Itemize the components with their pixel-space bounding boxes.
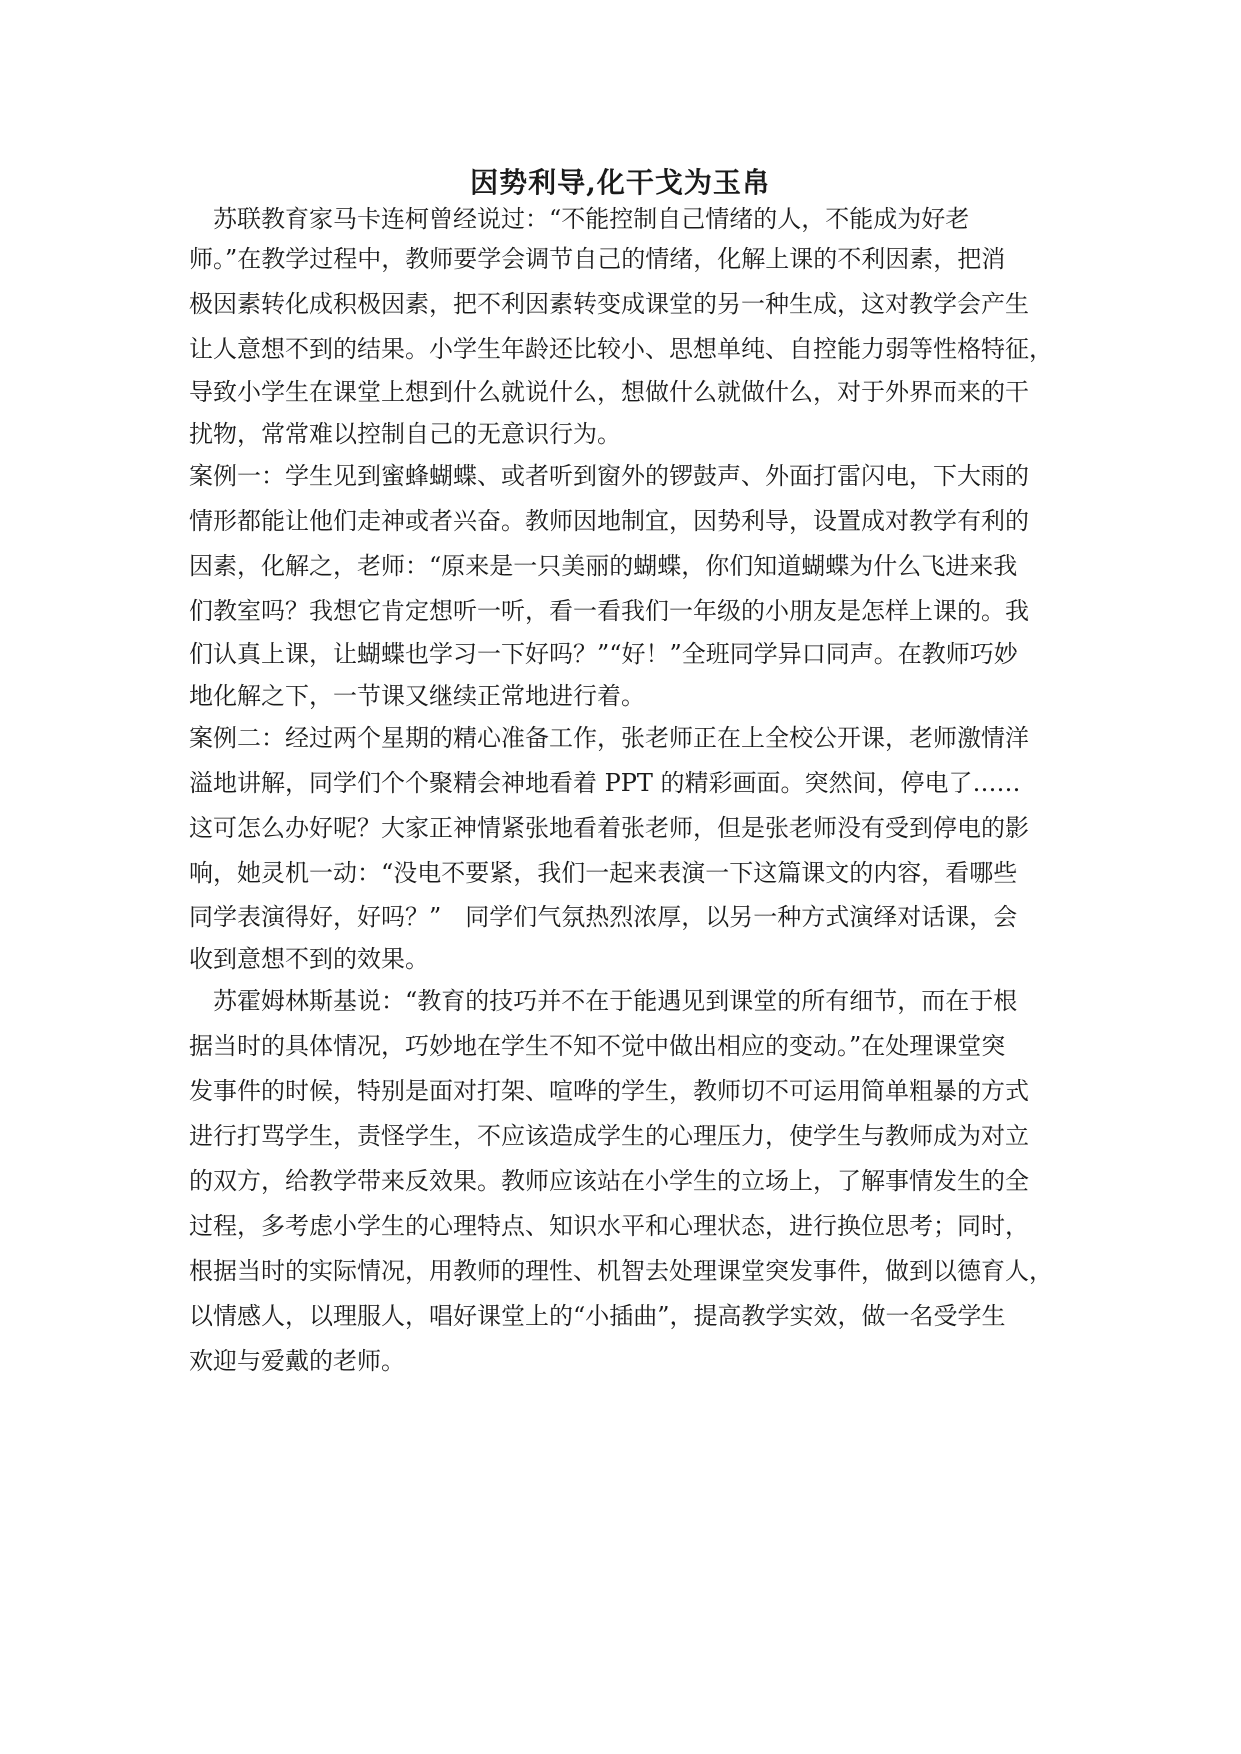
body-line-4: 让人意想不到的结果。小学生年龄还比较小、思想单纯、自控能力弱等性格特征，: [189, 335, 1053, 363]
body-line-19: 苏霍姆林斯基说：“教育的技巧并不在于能遇见到课堂的所有细节，而在于根: [189, 987, 1018, 1015]
body-line-25: 根据当时的实际情况，用教师的理性、机智去处理课堂突发事件，做到以德育人，: [189, 1257, 1053, 1285]
body-line-18: 收到意想不到的效果。: [189, 945, 429, 973]
body-line-6: 扰物，常常难以控制自己的无意识行为。: [189, 420, 621, 448]
body-line-1: 苏联教育家马卡连柯曾经说过：“不能控制自己情绪的人，不能成为好老: [189, 205, 970, 233]
body-line-8: 情形都能让他们走神或者兴奋。教师因地制宜，因势利导，设置成对教学有利的: [189, 507, 1029, 535]
document-title: 因势利导,化干戈为玉帛: [470, 166, 771, 199]
body-line-27: 欢迎与爱戴的老师。: [189, 1347, 405, 1375]
body-line-10: 们教室吗？我想它肯定想听一听，看一看我们一年级的小朋友是怎样上课的。我: [189, 597, 1029, 625]
body-line-22: 进行打骂学生，责怪学生，不应该造成学生的心理压力，使学生与教师成为对立: [189, 1122, 1029, 1150]
body-line-12: 地化解之下，一节课又继续正常地进行着。: [189, 682, 645, 710]
body-line-16: 响，她灵机一动：“没电不要紧，我们一起来表演一下这篇课文的内容，看哪些: [189, 859, 1018, 887]
body-line-5: 导致小学生在课堂上想到什么就说什么，想做什么就做什么，对于外界而来的干: [189, 378, 1029, 406]
body-line-23: 的双方，给教学带来反效果。教师应该站在小学生的立场上，了解事情发生的全: [189, 1167, 1029, 1195]
body-line-3: 极因素转化成积极因素，把不利因素转变成课堂的另一种生成，这对教学会产生: [189, 290, 1029, 318]
body-line-21: 发事件的时候，特别是面对打架、喧哗的学生，教师切不可运用简单粗暴的方式: [189, 1077, 1029, 1105]
body-line-20: 据当时的具体情况，巧妙地在学生不知不觉中做出相应的变动。”在处理课堂突: [189, 1032, 1006, 1060]
body-line-13: 案例二：经过两个星期的精心准备工作，张老师正在上全校公开课，老师激情洋: [189, 724, 1029, 752]
body-line-15: 这可怎么办好呢？大家正神情紧张地看着张老师，但是张老师没有受到停电的影: [189, 814, 1029, 842]
body-line-11: 们认真上课，让蝴蝶也学习一下好吗？”“好！”全班同学异口同声。在教师巧妙: [189, 640, 1018, 668]
body-line-24: 过程，多考虑小学生的心理特点、知识水平和心理状态，进行换位思考；同时，: [189, 1212, 1029, 1240]
body-line-7: 案例一：学生见到蜜蜂蝴蝶、或者听到窗外的锣鼓声、外面打雷闪电，下大雨的: [189, 462, 1029, 490]
body-line-9: 因素，化解之，老师：“原来是一只美丽的蝴蝶，你们知道蝴蝶为什么飞进来我: [189, 552, 1018, 580]
body-line-26: 以情感人，以理服人，唱好课堂上的“小插曲”，提高教学实效，做一名受学生: [189, 1302, 1006, 1330]
body-line-14: 溢地讲解，同学们个个聚精会神地看着 PPT 的精彩画面。突然间，停电了……: [189, 769, 1021, 797]
body-line-17: 同学表演得好，好吗？” 同学们气氛热烈浓厚，以另一种方式演绎对话课，会: [189, 903, 1018, 931]
body-line-2: 师。”在教学过程中，教师要学会调节自己的情绪，化解上课的不利因素，把消: [189, 245, 1006, 273]
